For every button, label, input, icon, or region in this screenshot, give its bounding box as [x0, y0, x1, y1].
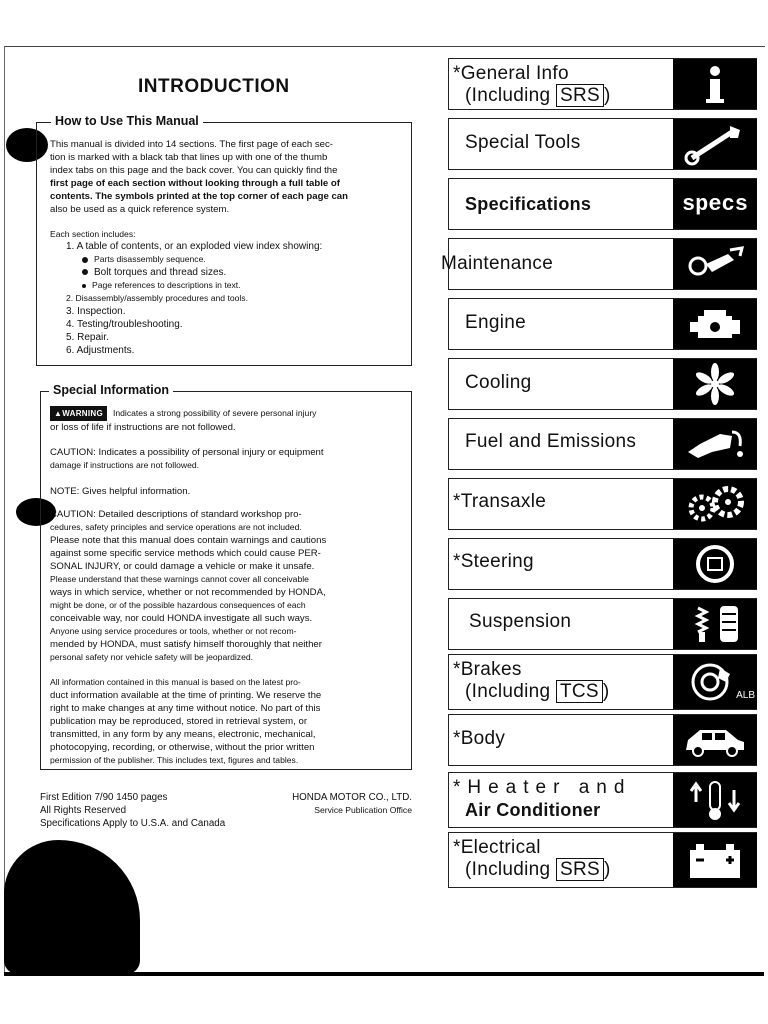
tab-label: (Including SRS ) — [465, 85, 611, 106]
tab-label: *Body — [453, 728, 506, 749]
intro-line: This manual is divided into 14 sections. The first page of each sec- — [50, 139, 333, 150]
caution-detail-block — [50, 508, 406, 664]
intro-line: contents. The symbols printed at the top corner of each page can — [50, 191, 348, 202]
tab-label: Specifications — [465, 194, 592, 214]
tab-label: *Heater and — [453, 777, 632, 798]
maintenance-icon — [673, 239, 757, 289]
battery-icon — [673, 833, 757, 887]
tab-label: (Including SRS ) — [465, 859, 611, 880]
engine-icon — [673, 299, 757, 349]
list-item: 1. A table of contents, or an exploded view index showing: — [66, 241, 323, 252]
list-item: 5. Repair. — [66, 332, 109, 343]
tab-label: Cooling — [465, 372, 532, 393]
bullet-icon — [82, 269, 88, 275]
info-line: duct information available at the time of printing. We reserve the — [50, 690, 322, 701]
info-disclaimer-block — [50, 676, 406, 767]
how-to-use-heading: How to Use This Manual — [51, 114, 203, 128]
tab-general-info[interactable] — [448, 58, 757, 110]
tab-label: Air Conditioner — [465, 800, 601, 820]
tab-transaxle[interactable] — [448, 478, 757, 530]
intro-line: first page of each section without looking through a full table of — [50, 178, 340, 189]
body-line: against some specific service methods which could cause PER- — [50, 548, 321, 559]
warning-block — [50, 406, 406, 434]
list-item: Page references to descriptions in text. — [66, 279, 322, 292]
caution-block — [50, 446, 406, 472]
tab-special-tools[interactable] — [448, 118, 757, 170]
list-item: 6. Adjustments. — [66, 345, 135, 356]
suspension-icon — [673, 599, 757, 649]
fuel-nozzle-icon — [673, 419, 757, 469]
company-text: HONDA MOTOR CO., LTD. — [292, 792, 412, 803]
how-to-intro — [50, 138, 400, 216]
intro-line: index tabs on this page and the back cover. You can quickly find the — [50, 165, 338, 176]
tab-fuel-emissions[interactable] — [448, 418, 757, 470]
fan-icon — [673, 359, 757, 409]
tab-brakes[interactable] — [448, 654, 757, 710]
wrench-icon — [673, 119, 757, 169]
info-line: photocopying, recording, or otherwise, without the prior written — [50, 742, 315, 753]
specs-icon: specs — [673, 179, 757, 229]
tab-maintenance[interactable] — [441, 238, 757, 290]
caution-text: CAUTION: Indicates a possibility of personal injury or equipment — [50, 447, 324, 458]
info-line: transmitted, in any form by any means, electronic, mechanical, — [50, 729, 316, 740]
note-text: NOTE: Gives helpful information. — [50, 486, 191, 497]
info-icon — [673, 59, 757, 109]
footer-right — [270, 791, 412, 817]
each-section-label: Each section includes: — [50, 229, 136, 239]
rights-text: All Rights Reserved — [40, 805, 127, 816]
intro-line: also be used as a quick reference system. — [50, 204, 230, 215]
body-line: might be done, or of the possible hazardous consequences of each — [50, 600, 306, 610]
tab-specifications[interactable] — [448, 178, 757, 230]
bullet-icon — [82, 284, 86, 288]
warning-text: Indicates a strong possibility of severe personal injury — [112, 408, 317, 418]
bullet-icon — [82, 257, 88, 263]
body-line: Please understand that these warnings cannot cover all conceivable — [50, 574, 309, 584]
car-body-icon — [673, 715, 757, 765]
info-line: publication may be reproduced, stored in retrieval system, or — [50, 716, 308, 727]
body-line: conceivable way, nor could HONDA investigate all such ways. — [50, 613, 313, 624]
tab-label: *Transaxle — [453, 491, 547, 512]
tab-label: Suspension — [469, 611, 572, 632]
brake-disc-icon — [673, 655, 757, 709]
body-line: personal safety nor vehicle safety will be jeopardized. — [50, 652, 254, 662]
tab-label: *Steering — [453, 551, 534, 572]
body-line: Anyone using service procedures or tools, whether or not recom- — [50, 626, 297, 636]
intro-line: tion is marked with a black tab that lines up with one of the thumb — [50, 152, 328, 163]
warning-text: or loss of life if instructions are not followed. — [50, 422, 236, 433]
body-line: CAUTION: Detailed descriptions of standard workshop pro- — [50, 509, 302, 520]
list-item: 4. Testing/troubleshooting. — [66, 319, 183, 330]
tab-engine[interactable] — [448, 298, 757, 350]
list-item: 2. Disassembly/assembly procedures and tools. — [66, 293, 248, 303]
thermometer-icon — [673, 773, 757, 827]
tab-label: *General Info — [453, 63, 569, 84]
steering-wheel-icon — [673, 539, 757, 589]
caution-text: damage if instructions are not followed. — [50, 460, 200, 470]
tab-label: Fuel and Emissions — [465, 431, 637, 452]
body-line: Please note that this manual does contain warnings and cautions — [50, 535, 327, 546]
tab-cooling[interactable] — [448, 358, 757, 410]
tab-label: Maintenance — [441, 253, 554, 274]
tab-heater-ac[interactable] — [448, 772, 757, 828]
list-item: Parts disassembly sequence. — [66, 253, 322, 266]
info-line: permission of the publisher. This includes text, figures and tables. — [50, 755, 299, 765]
special-info-heading: Special Information — [49, 383, 173, 397]
footer-left — [40, 791, 225, 830]
list-item: 3. Inspection. — [66, 306, 126, 317]
tab-suspension[interactable] — [448, 598, 757, 650]
tab-label: Special Tools — [465, 132, 581, 153]
edition-text: First Edition 7/90 1450 pages — [40, 792, 168, 803]
body-line: mended by HONDA, must satisfy himself thoroughly that neither — [50, 639, 322, 650]
spec-text: Specifications Apply to U.S.A. and Canada — [40, 818, 226, 829]
warning-badge: ▲WARNING — [50, 406, 107, 421]
tab-label: *Brakes — [453, 659, 522, 680]
tab-body[interactable] — [448, 714, 757, 766]
body-line: cedures, safety principles and service operations are not included. — [50, 522, 302, 532]
tab-label: *Electrical — [453, 837, 541, 858]
tab-electrical[interactable] — [448, 832, 757, 888]
tab-label: Engine — [465, 312, 526, 333]
section-contents-list — [66, 240, 322, 357]
list-item: Bolt torques and thread sizes. — [66, 266, 322, 279]
info-line: All information contained in this manual is based on the latest pro- — [50, 677, 301, 687]
body-line: SONAL INJURY, or could damage a vehicle or make it unsafe. — [50, 561, 315, 572]
body-line: ways in which service, whether or not recommended by HONDA, — [50, 587, 326, 598]
gears-icon — [673, 479, 757, 529]
tab-label: (Including TCS ) — [465, 681, 610, 702]
page-title: INTRODUCTION — [138, 76, 290, 97]
office-text: Service Publication Office — [314, 805, 412, 815]
info-line: right to make changes at any time without notice. No part of this — [50, 703, 321, 714]
tab-steering[interactable] — [448, 538, 757, 590]
alb-label: ALB — [736, 690, 755, 701]
